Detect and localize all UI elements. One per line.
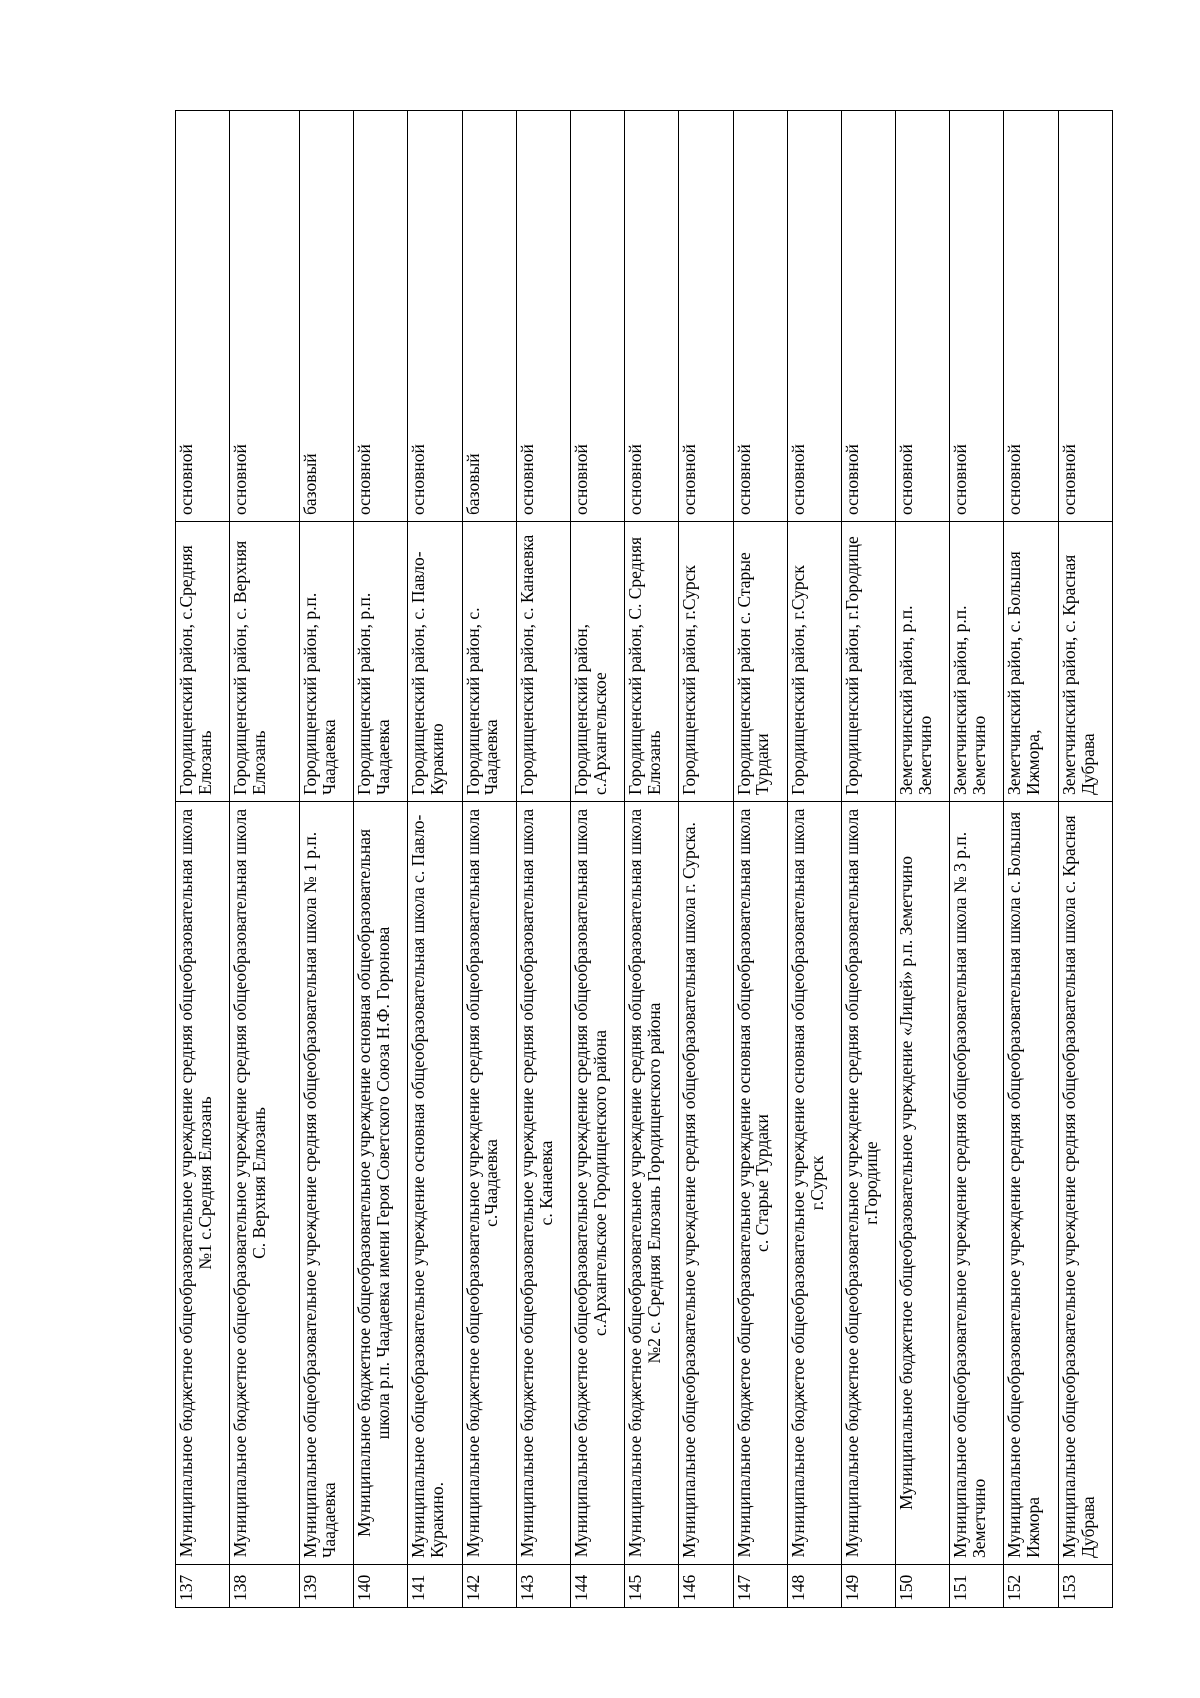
row-number: 145 (625, 1565, 679, 1608)
school-name: Муниципальное бюджетное общеобразовательное учреждение средняя общеобразовательная школа с.Архангельское Городищенского района (570, 802, 624, 1565)
level-value: основной (516, 111, 570, 522)
level-value: основной (787, 111, 841, 522)
level-value: основной (733, 111, 787, 522)
school-name: Муниципальное бюджетное общеобразовательное учреждение средняя общеобразовательная школа №2 с. Средняя Елюзань Городищенского района (625, 802, 679, 1565)
row-number: 149 (841, 1565, 895, 1608)
school-location: Городищенский район, с.Средняя Елюзань (176, 522, 230, 802)
table-row (1058, 111, 1112, 1608)
row-number: 151 (950, 1565, 1004, 1608)
row-number: 153 (1058, 1565, 1112, 1608)
row-number: 150 (896, 1565, 950, 1608)
table-row (354, 111, 408, 1608)
schools-table (175, 110, 1113, 1608)
school-name: Муниципальное бюджетное общеобразовательное учреждение средняя общеобразовательная школа №1 с.Средняя Елюзань (176, 802, 230, 1565)
school-name: Муниципальное бюджетое общеобразовательное учреждение основная общеобразовательная школа с. Старые Турдаки (733, 802, 787, 1565)
school-name: Муниципальное общеобразовательное учреждение средняя общеобразовательная школа № 1 р.п. Чаадаевка (300, 802, 354, 1565)
row-number: 144 (570, 1565, 624, 1608)
table-row (462, 111, 516, 1608)
school-name: Муниципальное бюджетное общеобразовательное учреждение основная общеобразовательная школа р.п. Чаадаевка имени Героя Советского Союза Н.Ф. Горюнова (354, 802, 408, 1565)
row-number: 143 (516, 1565, 570, 1608)
school-name: Муниципальное бюджетное общеобразовательное учреждение средняя общеобразовательная школа с. Канаевка (516, 802, 570, 1565)
row-number: 146 (679, 1565, 733, 1608)
table-row (679, 111, 733, 1608)
level-value: основной (354, 111, 408, 522)
table-row (516, 111, 570, 1608)
level-value: основной (230, 111, 300, 522)
table-row (176, 111, 230, 1608)
school-name: Муниципальное общеобразовательное учреждение средняя общеобразовательная школа с. Красная Дубрава (1058, 802, 1112, 1565)
school-location: Городищенский район, г.Сурск (787, 522, 841, 802)
row-number: 142 (462, 1565, 516, 1608)
school-location: Земетчинский район, с. Красная Дубрава (1058, 522, 1112, 802)
school-location: Земетчинский район, с. Большая Ижмора, (1004, 522, 1058, 802)
level-value: основной (176, 111, 230, 522)
table-row (408, 111, 462, 1608)
school-location: Городищенский район, с. Чаадаевка (462, 522, 516, 802)
level-value: основной (841, 111, 895, 522)
row-number: 138 (230, 1565, 300, 1608)
row-number: 137 (176, 1565, 230, 1608)
school-location: Городищенский район, р.п. Чаадаевка (354, 522, 408, 802)
table-row (1004, 111, 1058, 1608)
table-row (950, 111, 1004, 1608)
school-name: Муниципальное общеобразовательное учреждение средняя общеобразовательная школа № 3 р.п. Земетчино (950, 802, 1004, 1565)
rotated-page (175, 111, 1113, 1608)
school-name: Муниципальное бюджетное общеобразовательное учреждение средняя общеобразовательная школа г.Городище (841, 802, 895, 1565)
school-location: Земетчинский район, р.п. Земетчино (950, 522, 1004, 802)
level-value: базовый (462, 111, 516, 522)
school-location: Городищенский район, С. Средняя Елюзань (625, 522, 679, 802)
table-row (896, 111, 950, 1608)
table-body (176, 111, 1113, 1608)
row-number: 147 (733, 1565, 787, 1608)
level-value: основной (1058, 111, 1112, 522)
table-row (787, 111, 841, 1608)
school-name: Муниципальное бюджетное общеобразовательное учреждение средняя общеобразовательная школа с.Чаадаевка (462, 802, 516, 1565)
level-value: основной (950, 111, 1004, 522)
table-row (733, 111, 787, 1608)
school-location: Городищенский район, с. Верхняя Елюзань (230, 522, 300, 802)
level-value: основной (570, 111, 624, 522)
table-row (570, 111, 624, 1608)
school-location: Городищенский район с. Старые Турдаки (733, 522, 787, 802)
level-value: основной (625, 111, 679, 522)
table-row (230, 111, 300, 1608)
level-value: основной (408, 111, 462, 522)
school-location: Земетчинский район, р.п. Земетчино (896, 522, 950, 802)
table-row (625, 111, 679, 1608)
school-name: Муниципальное общеобразовательное учреждение средняя общеобразовательная школа г. Сурска. (679, 802, 733, 1565)
row-number: 140 (354, 1565, 408, 1608)
table-row (841, 111, 895, 1608)
row-number: 148 (787, 1565, 841, 1608)
school-name: Муниципальное бюджетое общеобразовательное учреждение основная общеобразовательная школа г.Сурск (787, 802, 841, 1565)
school-location: Городищенский район, с.Архангельское (570, 522, 624, 802)
school-location: Городищенский район, г.Городище (841, 522, 895, 802)
school-location: Городищенский район, г.Сурск (679, 522, 733, 802)
row-number: 139 (300, 1565, 354, 1608)
level-value: базовый (300, 111, 354, 522)
table-row (300, 111, 354, 1608)
school-name: Муниципальное общеобразовательное учреждение основная общеобразовательная школа с. Павло-Куракино. (408, 802, 462, 1565)
level-value: основной (896, 111, 950, 522)
row-number: 141 (408, 1565, 462, 1608)
school-location: Городищенский район, с. Канаевка (516, 522, 570, 802)
row-number: 152 (1004, 1565, 1058, 1608)
level-value: основной (1004, 111, 1058, 522)
school-location: Городищенский район, с. Павло-Куракино (408, 522, 462, 802)
school-name: Муниципальное общеобразовательное учреждение средняя общеобразовательная школа с. Большая Ижмора (1004, 802, 1058, 1565)
school-name: Муниципальное бюджетное общеобразовательное учреждение «Лицей» р.п. Земетчино (896, 802, 950, 1565)
school-location: Городищенский район, р.п. Чаадаевка (300, 522, 354, 802)
level-value: основной (679, 111, 733, 522)
school-name: Муниципальное бюджетное общеобразовательное учреждение средняя общеобразовательная школа С. Верхняя Елюзань (230, 802, 300, 1565)
